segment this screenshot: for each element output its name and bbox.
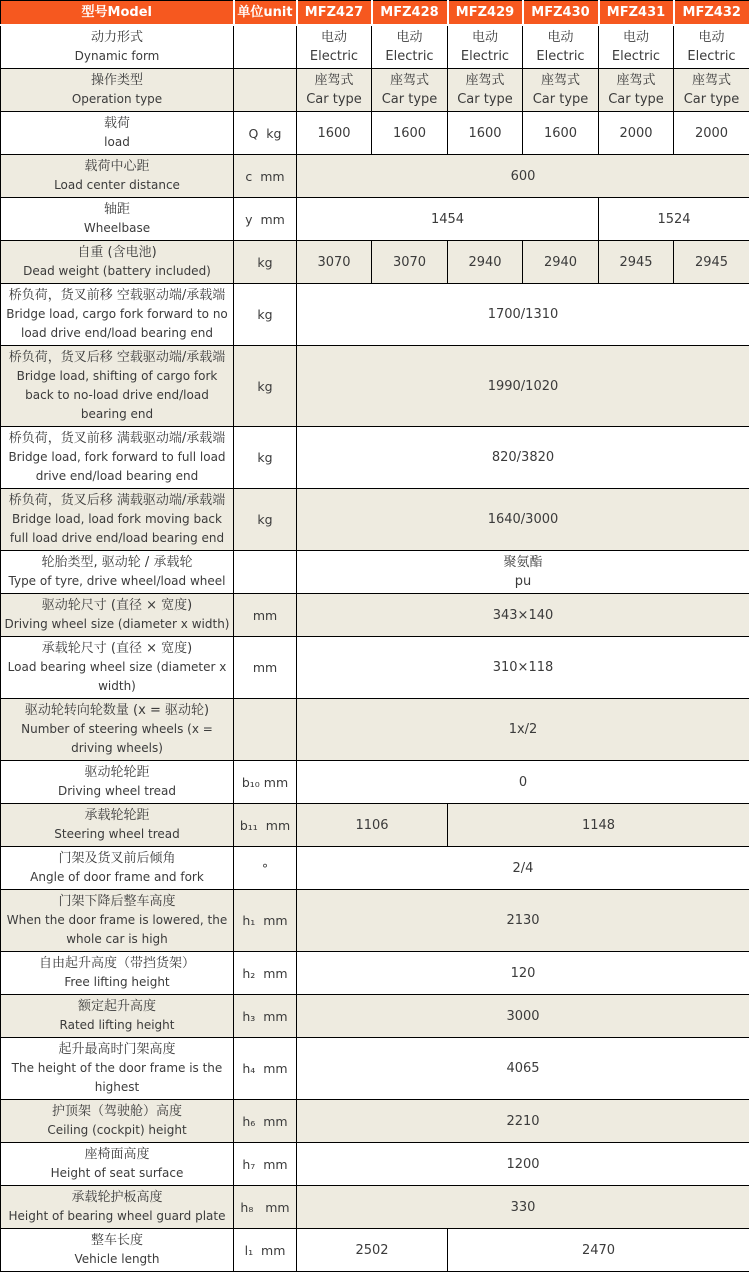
value-line: 1148 <box>581 817 616 833</box>
unit-cell <box>234 551 297 594</box>
row-label-en: Driving wheel tread <box>57 784 177 798</box>
row-label-en: Load center distance <box>54 178 180 192</box>
value-cell <box>674 112 749 155</box>
value-line: 座驾式 <box>389 73 429 88</box>
unit-cell: Q kg <box>234 112 297 155</box>
row-label-cell <box>1 427 234 489</box>
value-cell <box>372 69 448 112</box>
value-cell <box>297 1186 749 1229</box>
row-label-en: Rated lifting height <box>59 1018 175 1032</box>
spec-row <box>1 1186 749 1229</box>
value-line: 座驾式 <box>616 73 656 88</box>
value-line: 120 <box>510 965 536 981</box>
row-label-cell <box>1 594 234 637</box>
row-label-cell <box>1 1038 234 1100</box>
value-cell <box>297 637 749 699</box>
value-line: 电动 <box>396 30 423 45</box>
row-label-zh: 驱动轮尺寸 (直径 × 宽度) <box>41 598 193 613</box>
unit-cell <box>234 25 297 69</box>
unit-cell: mm <box>234 594 297 637</box>
value-line: 电动 <box>320 30 347 45</box>
spec-row <box>1 489 749 551</box>
row-label-zh: 护顶架（驾驶舱）高度 <box>51 1104 182 1119</box>
value-line: Electric <box>460 49 510 64</box>
row-label-zh: 桥负荷，货叉前移 空载驱动端/承载端 <box>8 288 226 303</box>
spec-row <box>1 594 749 637</box>
unit-cell: h₁ mm <box>234 890 297 952</box>
spec-row <box>1 25 749 69</box>
value-cell <box>599 25 674 69</box>
unit-cell: h₇ mm <box>234 1143 297 1186</box>
row-label-cell <box>1 155 234 198</box>
row-label-en: Vehicle length <box>74 1252 160 1266</box>
row-label-cell <box>1 847 234 890</box>
value-cell <box>523 25 599 69</box>
value-line: Electric <box>536 49 585 64</box>
row-label-cell <box>1 112 234 155</box>
value-line: 2000 <box>619 125 653 141</box>
row-label-en: Bridge load, shifting of cargo fork back to no-load drive end/load bearing end <box>16 369 218 421</box>
unit-cell: kg <box>234 241 297 284</box>
value-cell <box>297 284 749 346</box>
row-label-zh: 额定起升高度 <box>77 999 156 1014</box>
value-line: Car type <box>532 92 589 107</box>
value-cell <box>297 112 372 155</box>
row-label-cell <box>1 1100 234 1143</box>
spec-table-body <box>1 25 749 1272</box>
value-line: 1524 <box>657 211 691 227</box>
unit-cell: h₈ mm <box>234 1186 297 1229</box>
row-label-zh: 自由起升高度（带挡货架） <box>38 956 195 971</box>
row-label-cell <box>1 284 234 346</box>
unit-cell: h₂ mm <box>234 952 297 995</box>
spec-row <box>1 69 749 112</box>
row-label-cell <box>1 637 234 699</box>
header-model-mfz429: MFZ429 <box>448 1 523 26</box>
row-label-cell <box>1 952 234 995</box>
value-line: 1454 <box>430 211 465 227</box>
value-line: pu <box>514 574 532 589</box>
value-line: 1990/1020 <box>487 378 559 394</box>
row-label-en: When the door frame is lowered, the whole car is high <box>6 913 228 946</box>
row-label-zh: 轮胎类型, 驱动轮 / 承载轮 <box>41 555 193 570</box>
value-line: 聚氨酯 <box>503 555 543 570</box>
value-cell <box>448 112 523 155</box>
value-line: 1x/2 <box>508 722 538 737</box>
unit-cell: h₆ mm <box>234 1100 297 1143</box>
value-line: 电动 <box>622 30 649 45</box>
value-cell <box>523 69 599 112</box>
value-line: Car type <box>683 92 740 107</box>
spec-row <box>1 995 749 1038</box>
row-label-en: Bridge load, load fork moving back full load drive end/load bearing end <box>9 512 225 545</box>
value-line: Electric <box>309 49 359 64</box>
value-line: 1600 <box>317 125 351 141</box>
row-label-cell <box>1 761 234 804</box>
row-label-zh: 承载轮尺寸 (直径 × 宽度) <box>41 641 193 656</box>
header-model-mfz432: MFZ432 <box>674 1 749 26</box>
row-label-en: Free lifting height <box>64 975 170 989</box>
value-cell <box>297 551 749 594</box>
value-line: 电动 <box>471 30 498 45</box>
value-cell <box>297 489 749 551</box>
row-label-cell <box>1 995 234 1038</box>
value-line: 2502 <box>355 1242 389 1258</box>
header-row <box>1 1 749 26</box>
value-cell <box>297 155 749 198</box>
value-line: 2470 <box>581 1242 616 1258</box>
row-label-cell <box>1 890 234 952</box>
value-line: 820/3820 <box>491 450 555 465</box>
row-label-cell <box>1 25 234 69</box>
value-line: 600 <box>510 168 536 184</box>
value-cell <box>599 69 674 112</box>
value-cell <box>674 241 749 284</box>
row-label-en: Angle of door frame and fork <box>30 870 204 884</box>
value-line: 2940 <box>468 254 502 270</box>
value-cell <box>297 761 749 804</box>
value-cell <box>674 25 749 69</box>
header-model-mfz430: MFZ430 <box>523 1 599 26</box>
spec-row <box>1 890 749 952</box>
header-model-label: 型号Model <box>1 1 234 26</box>
value-cell <box>297 346 749 427</box>
value-line: 座驾式 <box>540 73 580 88</box>
row-label-cell <box>1 346 234 427</box>
row-label-en: Wheelbase <box>83 221 151 235</box>
value-cell <box>523 241 599 284</box>
unit-cell: h₃ mm <box>234 995 297 1038</box>
spec-row <box>1 551 749 594</box>
value-cell <box>448 804 749 847</box>
value-line: 3070 <box>317 254 351 270</box>
unit-cell: c mm <box>234 155 297 198</box>
value-line: 2130 <box>506 913 540 928</box>
value-line: 0 <box>518 774 528 790</box>
row-label-cell <box>1 489 234 551</box>
value-line: 2210 <box>506 1113 540 1129</box>
value-cell <box>297 952 749 995</box>
value-line: 343×140 <box>492 607 554 623</box>
value-cell <box>297 427 749 489</box>
value-cell <box>297 594 749 637</box>
value-cell <box>297 1038 749 1100</box>
row-label-en: Ceiling (cockpit) height <box>47 1123 187 1137</box>
header-model-mfz427: MFZ427 <box>297 1 372 26</box>
header-unit-label: 单位unit <box>234 1 297 26</box>
row-label-en: Dynamic form <box>74 49 160 63</box>
value-line: 1700/1310 <box>487 307 559 322</box>
value-line: 电动 <box>698 30 725 45</box>
row-label-zh: 承载轮护板高度 <box>71 1190 163 1205</box>
value-cell <box>448 1229 749 1272</box>
row-label-cell <box>1 198 234 241</box>
spec-row <box>1 241 749 284</box>
value-cell <box>297 198 599 241</box>
value-line: 座驾式 <box>691 73 731 88</box>
value-cell <box>448 69 523 112</box>
value-line: Electric <box>385 49 434 64</box>
row-label-zh: 轴距 <box>103 202 130 217</box>
value-cell <box>372 241 448 284</box>
unit-cell: b₁₀ mm <box>234 761 297 804</box>
unit-cell: kg <box>234 427 297 489</box>
value-line: Car type <box>381 92 438 107</box>
value-cell <box>297 847 749 890</box>
value-cell <box>297 1100 749 1143</box>
value-cell <box>674 69 749 112</box>
row-label-zh: 桥负荷，货叉前移 满载驱动端/承载端 <box>8 431 226 446</box>
spec-row <box>1 1143 749 1186</box>
value-cell <box>372 25 448 69</box>
row-label-en: Load bearing wheel size (diameter x width) <box>7 660 227 693</box>
row-label-zh: 整车长度 <box>90 1233 143 1248</box>
value-cell <box>297 241 372 284</box>
spec-row <box>1 346 749 427</box>
spec-row <box>1 1100 749 1143</box>
row-label-zh: 动力形式 <box>90 30 143 45</box>
unit-cell: kg <box>234 346 297 427</box>
value-cell <box>599 241 674 284</box>
spec-row <box>1 427 749 489</box>
spec-row <box>1 847 749 890</box>
spec-row <box>1 637 749 699</box>
row-label-zh: 驱动轮转向轮数量 (x = 驱动轮) <box>24 703 210 718</box>
row-label-en: Number of steering wheels (x = driving wheels) <box>21 722 213 755</box>
value-line: 3070 <box>392 254 427 270</box>
unit-cell: l₁ mm <box>234 1229 297 1272</box>
value-line: 1200 <box>506 1156 540 1172</box>
row-label-zh: 门架下降后整车高度 <box>58 894 176 909</box>
unit-cell: b₁₁ mm <box>234 804 297 847</box>
row-label-cell <box>1 551 234 594</box>
value-line: Car type <box>306 92 362 107</box>
row-label-en: Bridge load, cargo fork forward to no load drive end/load bearing end <box>6 307 228 340</box>
value-line: 1600 <box>543 125 578 141</box>
value-line: 310×118 <box>492 660 554 675</box>
spec-row <box>1 155 749 198</box>
value-line: 座驾式 <box>314 73 354 88</box>
value-cell <box>523 112 599 155</box>
value-line: 1600 <box>468 125 502 141</box>
row-label-cell <box>1 69 234 112</box>
value-cell <box>297 890 749 952</box>
value-line: 2940 <box>543 254 578 270</box>
value-line: 4065 <box>506 1061 540 1076</box>
value-line: Car type <box>608 92 664 107</box>
value-line: 电动 <box>547 30 574 45</box>
value-line: Electric <box>687 49 736 64</box>
value-cell <box>297 699 749 761</box>
spec-row <box>1 1229 749 1272</box>
spec-row <box>1 952 749 995</box>
row-label-zh: 门架及货叉前后倾角 <box>58 851 176 866</box>
row-label-zh: 自重 (含电池) <box>77 245 157 260</box>
unit-cell: h₄ mm <box>234 1038 297 1100</box>
value-line: 330 <box>510 1199 536 1215</box>
row-label-en: Driving wheel size (diameter x width) <box>4 617 230 631</box>
row-label-zh: 桥负荷，货叉后移 满载驱动端/承载端 <box>8 493 226 508</box>
header-model-mfz428: MFZ428 <box>372 1 448 26</box>
value-cell <box>297 25 372 69</box>
row-label-zh: 操作类型 <box>90 73 143 88</box>
row-label-en: Dead weight (battery included) <box>23 264 211 278</box>
value-cell <box>297 995 749 1038</box>
row-label-en: Height of bearing wheel guard plate <box>8 1209 226 1223</box>
value-cell <box>297 1229 448 1272</box>
row-label-zh: 驱动轮轮距 <box>84 765 150 780</box>
unit-cell: kg <box>234 284 297 346</box>
value-cell <box>297 1143 749 1186</box>
unit-cell <box>234 69 297 112</box>
row-label-cell <box>1 1229 234 1272</box>
row-label-en: Type of tyre, drive wheel/load wheel <box>8 574 226 588</box>
value-cell <box>448 241 523 284</box>
row-label-cell <box>1 1186 234 1229</box>
row-label-zh: 承载轮轮距 <box>84 808 150 823</box>
row-label-en: Steering wheel tread <box>54 827 180 841</box>
value-line: 2/4 <box>512 860 534 876</box>
value-cell <box>599 198 749 241</box>
spec-row <box>1 804 749 847</box>
unit-cell: kg <box>234 489 297 551</box>
row-label-en: load <box>104 135 130 149</box>
value-line: 1600 <box>392 125 427 141</box>
value-cell <box>297 804 448 847</box>
row-label-cell <box>1 699 234 761</box>
spec-row <box>1 699 749 761</box>
spec-row <box>1 284 749 346</box>
value-cell <box>448 25 523 69</box>
row-label-en: Bridge load, fork forward to full load drive end/load bearing end <box>8 450 226 483</box>
row-label-en: The height of the door frame is the highest <box>11 1061 223 1094</box>
spec-row <box>1 198 749 241</box>
spec-row <box>1 761 749 804</box>
unit-cell: mm <box>234 637 297 699</box>
value-line: 2945 <box>619 254 653 270</box>
unit-cell: y mm <box>234 198 297 241</box>
row-label-cell <box>1 241 234 284</box>
value-line: Car type <box>457 92 513 107</box>
value-line: 3000 <box>506 1008 540 1024</box>
spec-row <box>1 1038 749 1100</box>
row-label-zh: 座椅面高度 <box>84 1147 150 1162</box>
row-label-cell <box>1 804 234 847</box>
spec-row <box>1 112 749 155</box>
unit-cell: ° <box>234 847 297 890</box>
header-model-mfz431: MFZ431 <box>599 1 674 26</box>
value-line: 座驾式 <box>465 73 505 88</box>
row-label-zh: 起升最高时门架高度 <box>58 1042 176 1057</box>
row-label-zh: 桥负荷，货叉后移 空载驱动端/承载端 <box>8 350 226 365</box>
row-label-zh: 载荷 <box>103 116 130 131</box>
value-cell <box>599 112 674 155</box>
row-label-zh: 载荷中心距 <box>84 159 150 174</box>
value-cell <box>297 69 372 112</box>
value-line: 1640/3000 <box>487 512 559 527</box>
value-cell <box>372 112 448 155</box>
row-label-cell <box>1 1143 234 1186</box>
value-line: 2945 <box>694 254 729 270</box>
unit-cell <box>234 699 297 761</box>
value-line: 2000 <box>694 125 729 141</box>
row-label-en: Height of seat surface <box>50 1166 184 1180</box>
value-line: Electric <box>611 49 661 64</box>
row-label-en: Operation type <box>71 92 163 106</box>
value-line: 1106 <box>355 817 389 833</box>
